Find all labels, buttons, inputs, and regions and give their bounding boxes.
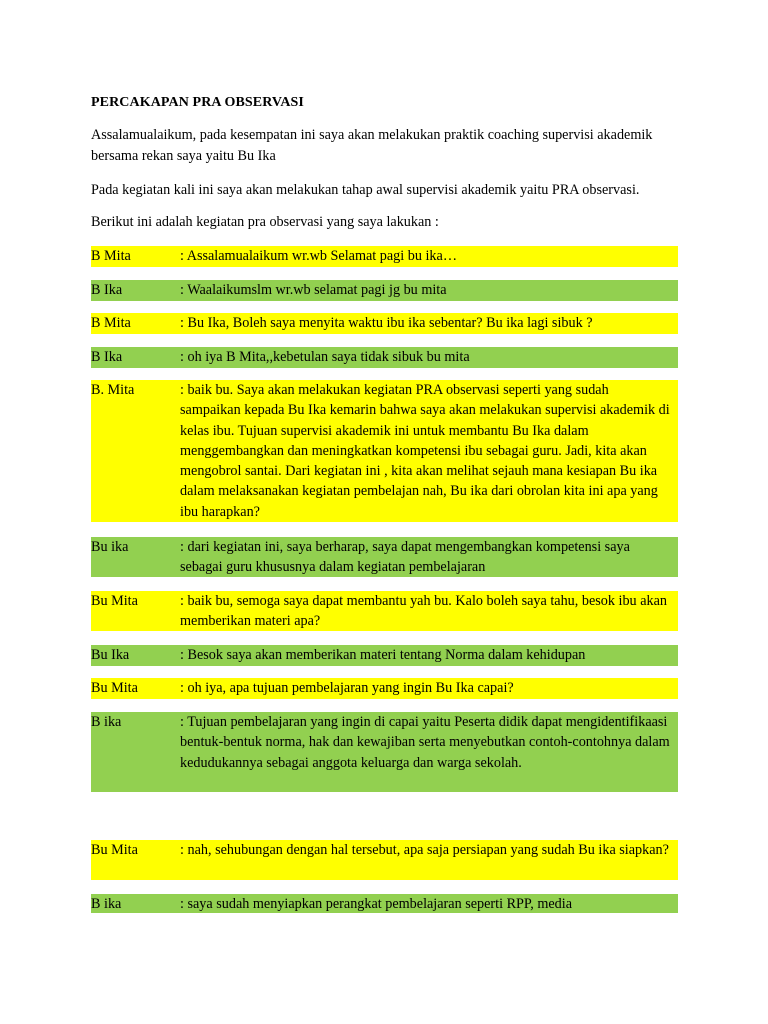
- speaker-label: Bu Mita: [91, 593, 138, 609]
- dialogue-row: [91, 537, 678, 577]
- speaker-label: Bu Ika: [91, 647, 130, 663]
- dialogue-text: : nah, sehubungan dengan hal tersebut, apa saja persiapan yang sudah Bu ika siapkan?: [180, 842, 669, 858]
- speaker-label: B Ika: [91, 282, 123, 298]
- dialogue-text: : Waalaikumslm wr.wb selamat pagi jg bu mita: [180, 282, 447, 298]
- dialogue-row: [91, 380, 678, 522]
- dialogue-text: : oh iya B Mita,,kebetulan saya tidak sibuk bu mita: [180, 349, 470, 365]
- dialogue-text: : Besok saya akan memberikan materi tentang Norma dalam kehidupan: [180, 647, 586, 663]
- speaker-label: B. Mita: [91, 382, 135, 398]
- speaker-label: Bu Mita: [91, 680, 138, 696]
- speaker-label: B ika: [91, 714, 122, 730]
- dialogue-text: : saya sudah menyiapkan perangkat pembelajaran seperti RPP, media: [180, 896, 573, 912]
- dialogue-row: [91, 347, 678, 368]
- dialogue-text: : dari kegiatan ini, saya berharap, saya dapat mengembangkan kompetensi saya sebagai guru khususnya dalam kegiatan pembelajaran: [180, 539, 630, 576]
- dialogue-row: [91, 591, 678, 631]
- document-title: PERCAKAPAN PRA OBSERVASI: [91, 95, 304, 110]
- intro-paragraph-3: Berikut ini adalah kegiatan pra observasi yang saya lakukan :: [91, 214, 439, 230]
- intro-paragraph-1: Assalamualaikum, pada kesempatan ini saya akan melakukan praktik coaching supervisi akademik bersama rekan saya yaitu Bu Ika: [91, 127, 653, 164]
- dialogue-text: : Assalamualaikum wr.wb Selamat pagi bu ika…: [180, 248, 458, 264]
- dialogue-text: : Bu Ika, Boleh saya menyita waktu ibu ika sebentar? Bu ika lagi sibuk ?: [180, 315, 593, 331]
- dialogue-text: : Tujuan pembelajaran yang ingin di capai yaitu Peserta didik dapat mengidentifikaasi bentuk-bentuk norma, hak dan kewajiban serta menyebutkan contoh-contohnya dalam kedudukannya sebagai anggota keluarga dan warga sekolah.: [180, 714, 670, 771]
- speaker-label: B Mita: [91, 248, 131, 264]
- dialogue-row: [91, 313, 678, 334]
- speaker-label: B ika: [91, 896, 122, 912]
- intro-paragraph-2: Pada kegiatan kali ini saya akan melakukan tahap awal supervisi akademik yaitu PRA observasi.: [91, 182, 640, 198]
- dialogue-row: [91, 712, 678, 792]
- dialogue-row: [91, 246, 678, 267]
- dialogue-row: [91, 840, 678, 880]
- dialogue-text: : baik bu, semoga saya dapat membantu yah bu. Kalo boleh saya tahu, besok ibu akan memberikan materi apa?: [180, 593, 667, 630]
- dialogue-row: [91, 645, 678, 666]
- dialogue-row: [91, 280, 678, 301]
- speaker-label: Bu Mita: [91, 842, 138, 858]
- speaker-label: Bu ika: [91, 539, 129, 555]
- dialogue-row: [91, 894, 678, 913]
- dialogue-text: : oh iya, apa tujuan pembelajaran yang ingin Bu Ika capai?: [180, 680, 514, 696]
- dialogue-row: [91, 678, 678, 699]
- speaker-label: B Ika: [91, 349, 123, 365]
- speaker-label: B Mita: [91, 315, 131, 331]
- dialogue-text: : baik bu. Saya akan melakukan kegiatan PRA observasi seperti yang sudah sampaikan kepada Bu Ika kemarin bahwa saya akan melakukan supervisi akademik di kelas ibu. Tujuan supervisi akademik ini untuk membantu Bu Ika dalam menggembangkan dan meningkatkan kompetensi ibu sebagai guru. Jadi, kita akan mengobrol santai. Dari kegiatan ini , kita akan melihat sejauh mana kesiapan Bu ika dalam melaksanakan kegiatan pembelajan nah, Bu ika dari obrolan kita ini apa yang ibu harapkan?: [180, 382, 670, 520]
